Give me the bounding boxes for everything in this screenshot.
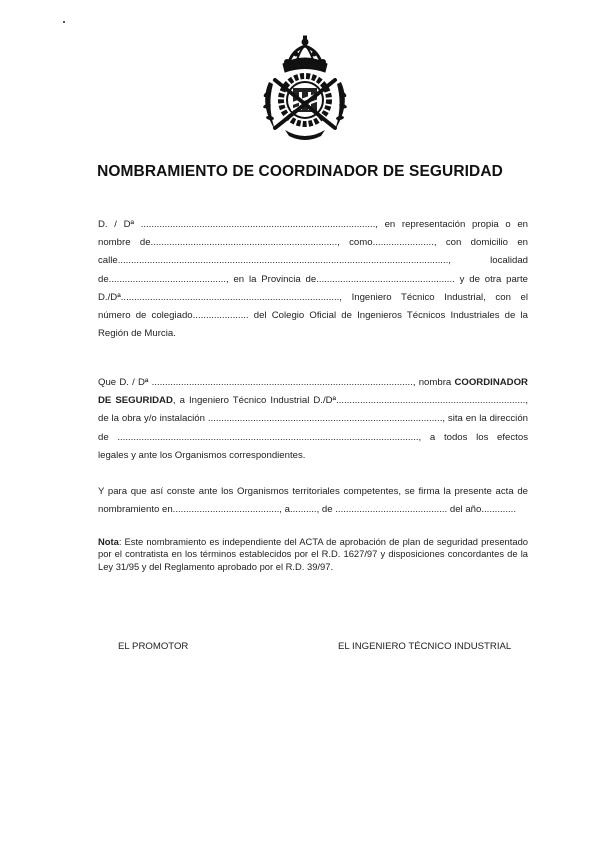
paragraph-2-text — [98, 374, 528, 465]
engineering-crest-emblem — [255, 32, 355, 144]
signature-promotor: EL PROMOTOR — [118, 641, 189, 652]
paragraph-signing-statement — [98, 483, 528, 519]
paragraph-appointing-party — [98, 216, 528, 343]
note-label: Nota — [98, 536, 119, 547]
paragraph-2-part2: , a Ingeniero Técnico Industrial D./Dª......................................................................., de la obra y/o instalación ........................................................................................, sita en la dirección de ................................................................................................................., a todos los efectos legales y ante los Organismos correspondientes. — [98, 395, 528, 461]
note-text — [98, 536, 528, 573]
note-block — [98, 536, 528, 573]
paragraph-1-text: D. / Dª ........................................................................................, en representación propia o en nombre de......................................................................, como......................., con domicilio en calle............................................................................................................................, localidad de............................................, en la Provincia de.................................................... y de otra parte D./Dª.................................................................................., Ingeniero Técnico Industrial, con el número de colegiado..................... del Colegio Oficial de Ingenieros Técnicos Industriales de la Región de Murcia. — [98, 219, 528, 340]
document-title: NOMBRAMIENTO DE COORDINADOR DE SEGURIDAD — [97, 163, 503, 180]
note-body: : Este nombramiento es independiente del ACTA de aprobación de plan de seguridad presentado por el contratista en los términos establecidos por el R.D. 1627/97 y disposiciones concordantes de la Ley 31/95 y del Reglamento aprobado por el R.D. 39/97. — [98, 536, 528, 572]
signature-engineer: EL INGENIERO TÉCNICO INDUSTRIAL — [338, 641, 512, 652]
paragraph-appointment — [98, 374, 528, 465]
scan-speck — [63, 21, 65, 23]
coordinator-role-label: COORDINADOR DE SEGURIDAD — [98, 377, 528, 407]
paragraph-3-text: Y para que así conste ante los Organismos territoriales competentes, se firma la presente acta de nombramiento en........................................, a.........., de .......................................... del año............. — [98, 486, 528, 516]
paragraph-2-part1: Que D. / Dª .................................................................................................., nombra — [98, 377, 455, 388]
